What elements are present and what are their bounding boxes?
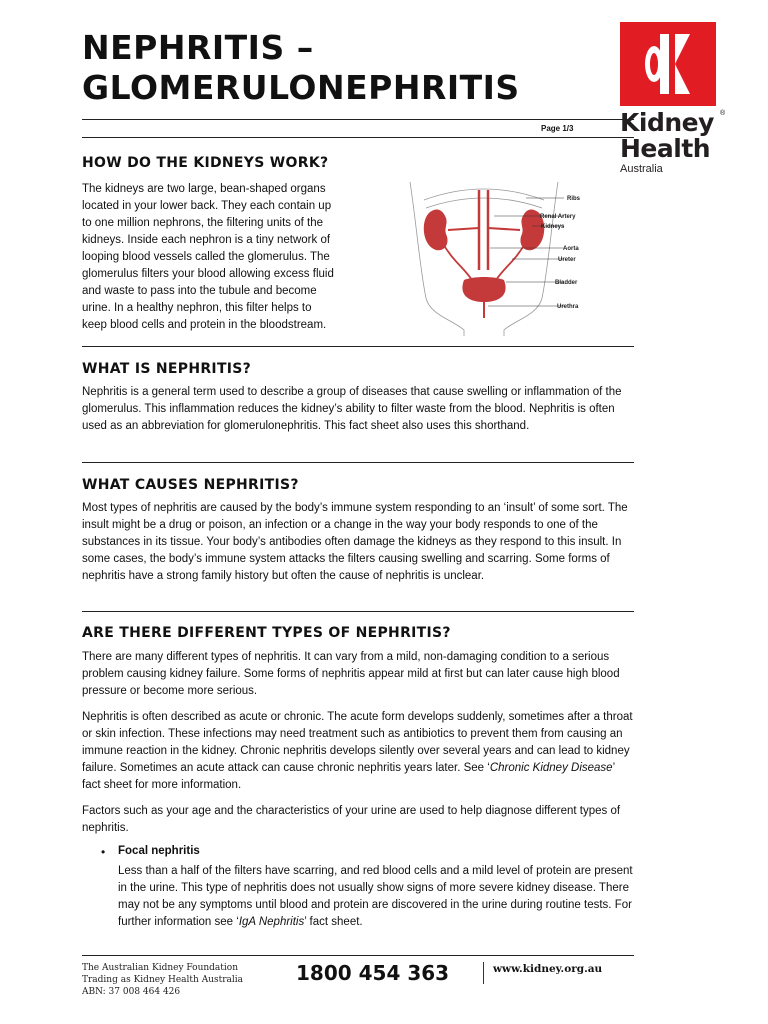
section-divider: [82, 462, 634, 463]
footer-organisation: [82, 962, 243, 998]
how-kidneys-work-text: [82, 181, 382, 334]
logo-word-health: Health: [620, 134, 711, 163]
logo-k-mark: [620, 22, 716, 106]
heading-how-kidneys-work: HOW DO THE KIDNEYS WORK?: [82, 155, 329, 171]
diagram-label-bladder: Bladder: [555, 280, 578, 286]
k-icon: [620, 22, 716, 106]
section-divider: [82, 346, 634, 347]
diagram-label-urethra: Urethra: [557, 304, 579, 310]
header-rule-top: [82, 119, 634, 120]
text-line: kidneys. Inside each nephron is a tiny network of: [82, 234, 331, 246]
bullet-title-focal-nephritis: Focal nephritis: [118, 845, 200, 857]
text-line: to one million nephrons, the filtering units of the: [82, 217, 324, 229]
org-name: The Australian Kidney Foundation: [82, 963, 238, 973]
footer-rule: [82, 955, 634, 956]
footer-website-link[interactable]: www.kidney.org.au: [493, 963, 603, 975]
kidney-health-logo: [620, 22, 730, 175]
focal-nephritis-text: [118, 863, 636, 931]
text-line: looping blood vessels called the glomerulus. The: [82, 251, 330, 263]
heading-what-causes-nephritis: WHAT CAUSES NEPHRITIS?: [82, 477, 299, 493]
text-line: urine. In a healthy nephron, this filter helps to: [82, 302, 312, 314]
text-line: The kidneys are two large, bean-shaped organs: [82, 183, 326, 195]
logo-word-kidney: Kidney: [620, 108, 714, 137]
section-divider: [82, 611, 634, 612]
title-line-2: GLOMERULONEPHRITIS: [82, 68, 520, 107]
diagram-label-ureter: Ureter: [558, 257, 576, 263]
text-run: ’ fact sheet.: [304, 916, 363, 928]
diagram-label-kidneys: Kidneys: [541, 224, 565, 230]
registered-mark: ®: [720, 110, 726, 117]
diagram-label-aorta: Aorta: [563, 246, 579, 252]
text-line: keep blood cells and protein in the bloodstream.: [82, 319, 327, 331]
types-paragraph-2: [82, 709, 634, 794]
logo-word-australia: Australia: [620, 163, 663, 175]
page-title: [82, 28, 520, 108]
diagram-label-ribs: Ribs: [567, 196, 581, 202]
text-line: and waste to pass into the tubule and become: [82, 285, 317, 297]
title-line-1: NEPHRITIS –: [82, 28, 314, 67]
text-run: Nephritis is often described as acute or chronic. The acute form develops suddenly, sometimes after a throat or skin infection. These infections may need treatment such as antibiotics to prevent them from causing an immune reaction in the kidney. Chronic nephritis develops silently over several years and can lead to kidney failure. Sometimes an acute attack can cause chronic nephritis years later. See ‘: [82, 711, 633, 774]
what-is-nephritis-text: Nephritis is a general term used to describe a group of diseases that cause swelling or inflammation of the glomerulus. This inflammation reduces the kidney’s ability to filter waste from the blood. Nephritis is often used as an abbreviation for glomerulonephritis. This fact sheet also uses this shorthand.: [82, 386, 622, 432]
what-causes-nephritis-text: Most types of nephritis are caused by the body’s immune system responding to an ‘insult’ of some sort. The insult might be a drug or poison, an infection or a change in the way your body responds to one of the substances in its tissue. Your body’s antibodies often damage the kidneys as they respond to this insult. In some cases, the body’s immune system attacks the filters causing swelling and scarring. Some forms of nephritis have a strong family history but often the cause of nephritis is unclear.: [82, 502, 628, 582]
footer-phone-number: 1800 454 363: [296, 961, 450, 985]
heading-what-is-nephritis: WHAT IS NEPHRITIS?: [82, 361, 252, 377]
fact-sheet-reference: IgA Nephritis: [238, 916, 305, 928]
diagram-label-renal-artery: Renal Artery: [540, 214, 576, 220]
text-line: located in your lower back. They each contain up: [82, 200, 332, 212]
urinary-system-diagram: [408, 180, 596, 336]
org-abn: ABN: 37 008 464 426: [82, 987, 181, 997]
header-rule-bottom: [82, 137, 634, 138]
footer-separator: [483, 962, 484, 984]
bullet-icon: •: [101, 845, 106, 859]
page-number: Page 1/3: [541, 124, 574, 133]
text-run: Less than a half of the filters have scarring, and red blood cells and a mild level of protein are present in the urine. This type of nephritis does not usually show signs of more severe kidney disease. There may not be any symptoms until blood and protein are discovered in the urine during routine tests. For further information see ‘: [118, 865, 633, 928]
text-run: ’ fact sheet for more information.: [82, 762, 615, 791]
heading-types-of-nephritis: ARE THERE DIFFERENT TYPES OF NEPHRITIS?: [82, 625, 451, 641]
org-trading-name: Trading as Kidney Health Australia: [82, 975, 244, 985]
text-line: glomerulus filters your blood allowing excess fluid: [82, 268, 334, 280]
types-paragraph-3: Factors such as your age and the characteristics of your urine are used to help diagnose different types of nephritis.: [82, 805, 621, 834]
types-paragraph-1: There are many different types of nephritis. It can vary from a mild, non-damaging condition to a serious problem causing kidney failure. Some forms of nephritis appear mild at first but can later cause high blood pressure or become more serious.: [82, 651, 620, 697]
fact-sheet-reference: Chronic Kidney Disease: [489, 762, 613, 774]
